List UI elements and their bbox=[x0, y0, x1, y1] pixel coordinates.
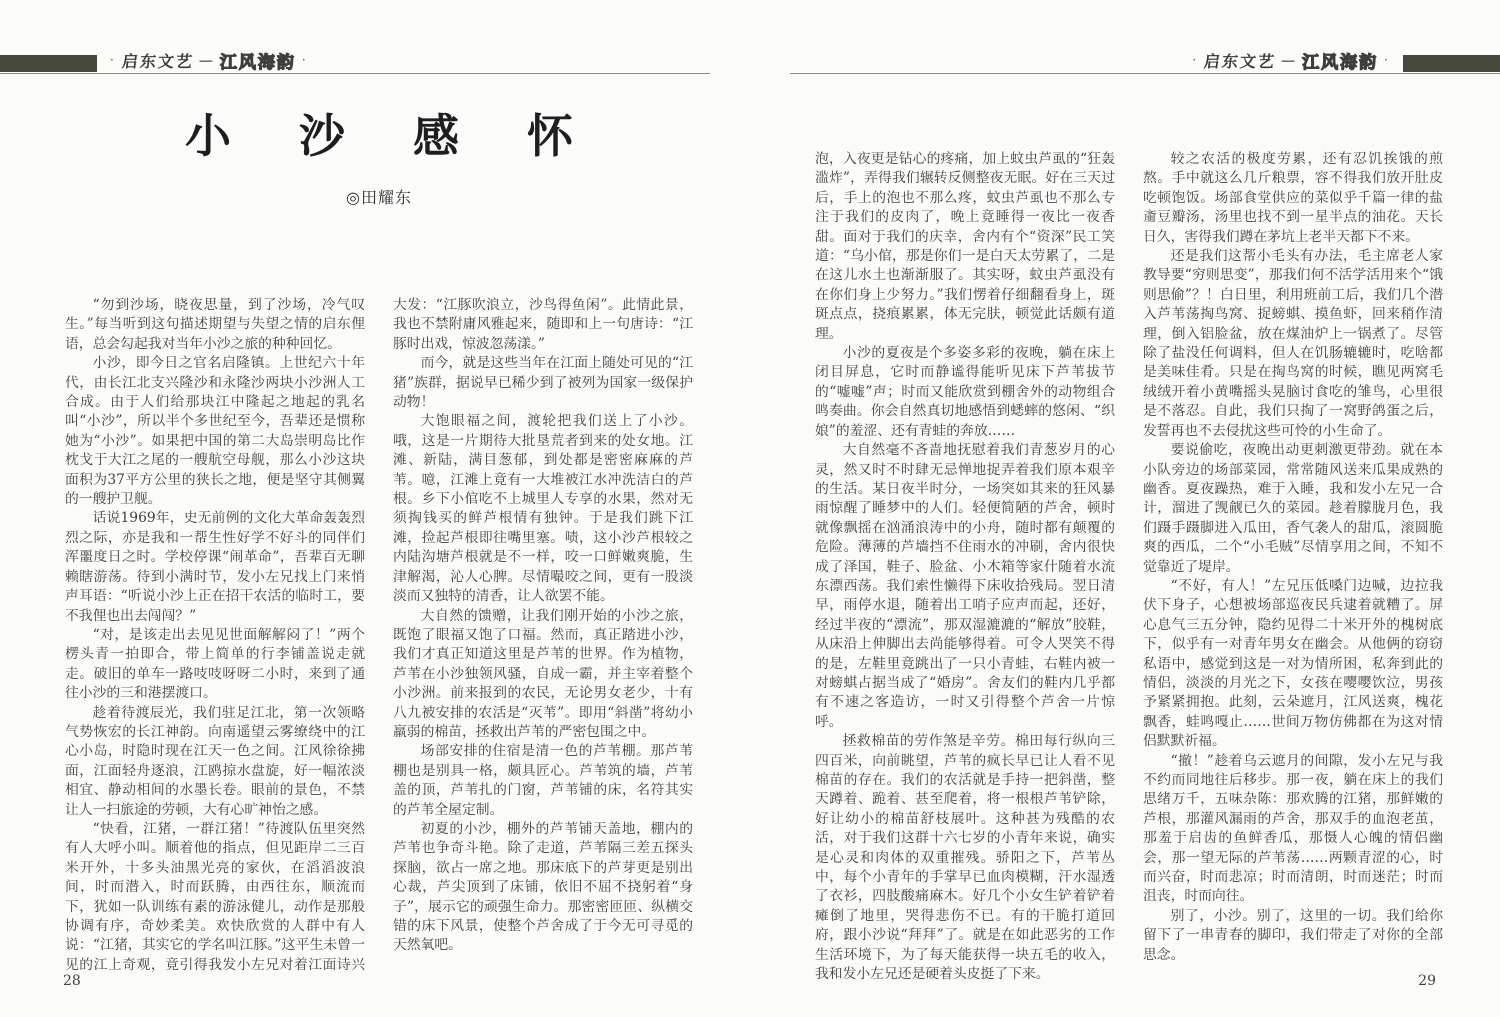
journal-name: 启东文艺 bbox=[1203, 51, 1278, 71]
paragraph: 大自然毫不吝啬地抚慰着我们青葱岁月的心灵，然又时不时肆无忌惮地捉弄着我们原本艰辛的生活。某日夜半时分，一场突如其来的狂风暴雨惊醒了睡梦中的人们。轻便简陋的芦舍，顿时就像飘摇在汹涌浪涛中的小舟，随时都有颠覆的危险。薄薄的芦墙挡不住雨水的冲刷，舍内很快成了泽国，鞋子、脸盆、小木箱等家什随着水流东漂西荡。我们索性懒得下床收拾残局。翌日清早，雨停水退，随着出工哨子应声而起，还好，经过半夜的“漂流”，那双湿漉漉的“解放”胶鞋，从床沿上伸脚出去尚能够得着。可令人哭笑不得的是，左鞋里竟跳出了一只小青蛙，右鞋内被一对螃蜞占据当成了“婚房”。舍友们的鞋内几乎都有不速之客造访，一时又引得整个芦舍一片惊呼。 bbox=[815, 442, 1115, 730]
paragraph: 要说偷吃，夜晚出动更刺激更带劲。就在本小队旁边的场部菜园，常常随风送来瓜果成熟的幽香。夏夜躁热，难于入睡，我和发小左兄一合计，溜进了觊觎已久的菜园。趁着朦胧月色，我们蹑手蹑脚进入瓜田，香气袭人的甜瓜，滚圆脆爽的西瓜，二个“小毛贼”尽情享用之间，不知不觉靠近了堤岸。 bbox=[1143, 442, 1443, 575]
paragraph: 话说1969年，史无前例的文化大革命轰轰烈烈之际，亦是我和一帮生性好学不好斗的同伴们浑噩度日之时。学校停课“闹革命”，吾辈百无聊赖瞎游荡。待到小满时节，发小左兄找上门来悄声耳语：“听说小沙上正在招干农活的临时工，要不我俚也出去闯闯？” bbox=[65, 510, 365, 624]
section-name: 江风海韵 bbox=[219, 52, 296, 73]
paragraph: 大饱眼福之间，渡轮把我们送上了小沙。哦，这是一片期待大批垦荒者到来的处女地。江滩、新陆，满目葱郁，到处都是密密麻麻的芦苇。噫，江滩上竟有一大堆被江水冲洗洁白的芦根。乡下小倌吃不上城里人专享的水果，然对无须掏钱买的鲜芦根情有独钟。于是我们跳下江滩，捡起芦根即往嘴里塞。啧，这小沙芦根较之内陆沟塘芦根就是不一样，咬一口鲜嫩爽脆，生津解渴，沁人心脾。尽情嘬咬之间，更有一股淡淡而又独特的清香，让人欲罢不能。 bbox=[393, 413, 693, 605]
paragraph: 别了，小沙。别了，这里的一切。我们给你留下了一串青春的脚印，我们带走了对你的全部思念。 bbox=[1143, 907, 1443, 963]
paragraph: 而今，就是这些当年在江面上随处可见的“江猪”族群，据说早已稀少到了被列为国家一级保护动物！ bbox=[393, 355, 693, 411]
paragraph: “快看，江猪，一群江猪！”待渡队伍里突然有人大呼小叫。顺着他的指点，但见距岸二三百米开外，十多头油黑光亮的家伙，在滔滔波浪间，时而潜入，时而跃腾，由西往东，顺流而下，犹如一队训练有素的游泳健儿，动作是那般协调有序，奇妙柔美。欢快欣赏的人群中有人说：“江猪，其实它的学名叫江豚。”这平生未曾一见的江上奇观，竟引得我发小左兄对着江面诗兴大发：“江豚吹浪立，沙鸟得鱼闲”。此情此景，我也不禁附庸风雅起来，随即和上一句唐诗：“江豚时出戏，惊波忽荡漾。” bbox=[65, 297, 693, 973]
header-rule-right bbox=[790, 73, 1500, 74]
header-rule-left bbox=[0, 73, 710, 74]
journal-name: 启东文艺 bbox=[120, 51, 195, 71]
masthead-dash: － bbox=[197, 51, 216, 71]
masthead-dash: － bbox=[1280, 51, 1299, 71]
article-title: 小 沙 感 怀 bbox=[184, 109, 600, 163]
masthead-left bbox=[104, 49, 314, 71]
paragraph: “不好，有人！”左兄压低嗓门边喊，边拉我伏下身子，心想被场部巡夜民兵逮着就糟了。屏心息气三五分钟，隐约见得二十米开外的槐树底下，似乎有一对青年男女在幽会。从他俩的窃窃私语中，感觉到这是一对为情所困，私奔到此的情侣，淡淡的月光之下，女孩在嘤嘤饮泣，男孩予紧紧拥抱。此刻，云朵遮月，江风送爽，槐花飘香，蛙鸣嘎止……世间万物仿佛都在为这对情侣默默祈福。 bbox=[1143, 577, 1443, 750]
paragraph: 趁着待渡辰光，我们驻足江北，第一次领略气势恢宏的长江神韵。向南遥望云雾缭绕中的江心小岛，时隐时现在江天一色之间。江风徐徐拂面，江面轻舟逐浪，江鸥掠水盘旋，好一幅浓淡相宜、静动相间的水墨长卷。眼前的景色，不禁让人一扫旅途的劳顿，大有心旷神怡之感。 bbox=[65, 704, 365, 818]
paragraph: 初夏的小沙，棚外的芦苇铺天盖地，棚内的芦苇也争奇斗艳。除了走道，芦苇隔三差五探头探脑，欲占一席之地。那床底下的芦芽更是别出心裁，芦尖顶到了床铺，依旧不屈不挠躬着“身子”，展示它的顽强生命力。那密密匝匝、纵横交错的床下风景，使整个芦舍成了于今无可寻觅的天然氧吧。 bbox=[393, 820, 693, 954]
section-name: 江风海韵 bbox=[1302, 52, 1379, 73]
author-byline: ◎田耀东 bbox=[346, 188, 412, 207]
page-number-right: 29 bbox=[1418, 973, 1436, 989]
masthead-dot: · bbox=[110, 53, 116, 67]
paragraph: “对，是该走出去见见世面解解闷了！”两个楞头青一拍即合，带上简单的行李铺盖说走就走。破旧的单车一路吱吱呀呀二小时，来到了通往小沙的三和港摆渡口。 bbox=[65, 626, 365, 702]
paragraph: 场部安排的住宿是清一色的芦苇棚。那芦苇棚也是别具一格，颇具匠心。芦苇筑的墙，芦苇盖的顶，芦苇扎的门窗，芦苇铺的床，名符其实的芦苇全屋定制。 bbox=[393, 743, 693, 818]
masthead-dot: · bbox=[301, 53, 308, 67]
paragraph: 小沙的夏夜是个多姿多彩的夜晚，躺在床上闭目屏息，它时而静谧得能听见床下芦苇拔节的“嘘嘘”声；时而又能欣赏到棚舍外的动物组合鸣奏曲。你会自然真切地感悟到蟋蟀的悠闲、“织娘”的羞涩、还有青蛙的奔放…… bbox=[815, 345, 1115, 439]
corner-mark-left bbox=[0, 55, 97, 72]
paragraph: 较之农活的极度劳累，还有忍饥挨饿的煎熬。手中就这么几斤粮票，容不得我们放开肚皮吃顿饱饭。场部食堂供应的菜似乎千篇一律的盐齑豆瓣汤，汤里也找不到一星半点的油花。天长日久，害得我们蹲在茅坑上老半天都下不来。 bbox=[1143, 151, 1443, 245]
paragraph: 还是我们这帮小毛头有办法，毛主席老人家教导要“穷则思变”，那我们何不活学活用来个“饿则思偷”？！白日里，利用班前工后，我们几个潜入芦苇荡掏鸟窝、捉螃蜞、摸鱼虾，回来稍作清理，倒入铝脸盆，放在煤油炉上一锅煮了。尽管除了盐没任何调料，但人在饥肠辘辘时，吃啥都是美味佳肴。只是在掏鸟窝的时候，瞧见两窝毛绒绒开着小黄嘴摇头晃脑讨食吃的雏鸟，心里很是不落忍。自此，我们只掏了一窝野鸽蛋之后，发誓再也不去侵扰这些可怜的小生命了。 bbox=[1143, 248, 1443, 439]
paragraph: “勿到沙场，晓夜思量，到了沙场，冷气叹生。”每当听到这句描述期望与失望之情的启东俚语，总会勾起我对当年小沙之旅的种种回忆。 bbox=[65, 297, 365, 352]
paragraph: 大自然的馈赠，让我们刚开始的小沙之旅，既饱了眼福又饱了口福。然而，真正踏进小沙，我们才真正知道这里是芦苇的世界。作为植物，芦苇在小沙独领风骚，自成一霸，并主宰着整个小沙洲。前来报到的农民，无论男女老少，十有八九被安排的农活是“灭苇”。即用“斜凿”将幼小羸弱的棉苗，拯救出芦苇的严密包围之中。 bbox=[393, 607, 693, 740]
page-number-left: 28 bbox=[63, 973, 81, 989]
masthead-dot: · bbox=[1192, 53, 1199, 67]
paragraph: 拯救棉苗的劳作煞是辛劳。棉田每行纵向三四百米，向前眺望，芦苇的疯长早已让人看不见棉苗的存在。我们的农活就是手持一把斜凿，整天蹲着、跪着、甚至爬着，将一根根芦苇铲除，好让幼小的棉苗舒枝展叶。这种甚为残酷的农活，对于我们这群十六七岁的小青年来说，确实是心灵和肉体的双重摧残。骄阳之下，芦苇丛中，每个小青年的手掌早已血肉模糊，汗水湿透了衣衫，四肢酸痛麻木。好几个小女生铲着铲着瘫倒了地里，哭得悲伤不已。有的干脆打道回府，跟小沙说“拜拜”了。就是在如此恶劣的工作生活环境下，为了每天能获得一块五毛的收入，我和发小左兄还是硬着头皮挺了下来。 bbox=[815, 733, 1115, 983]
paragraph: “撤！”趁着乌云遮月的间隙，发小左兄与我不约而同地往后移步。那一夜，躺在床上的我们思绪万千，五味杂陈：那欢腾的江猪，那鲜嫩的芦根，那灌风漏雨的芦舍，那双手的血泡老茧，那羞于启齿的鱼鲜香瓜，那慑人心魄的情侣幽会，那一望无际的芦苇荡……两颗青涩的心，时而兴奋，时而悲凉；时而清朗，时而迷茫；时而沮丧，时而向往。 bbox=[1143, 752, 1443, 905]
left-page-body-columns bbox=[65, 296, 693, 992]
paragraph: 泡，入夜更是钻心的疼痛，加上蚊虫芦虱的“狂轰滥炸”，弄得我们辗转反侧整夜无眠。好在三天过后，手上的泡也不那么疼，蚊虫芦虱也不那么专注于我们的皮肉了，晚上竟睡得一夜比一夜香甜。面对于我们的庆幸，舍内有个“资深”民工笑道：“乌小倌，那是你们一是白天太劳累了，二是在这儿水土也渐渐服了。其实呀，蚊虫芦虱没有在你们身上少努力。”我们愣着仔细翻看身上，斑斑点点，挠痕累累，体无完肤，顿觉此话颇有道理。 bbox=[815, 151, 1115, 342]
paragraph: 小沙，即今日之官名启隆镇。上世纪六十年代，由长江北支兴隆沙和永隆沙两块小沙洲人工合成。由于人们给那块江中隆起之地起的乳名叫“小沙”，所以半个多世纪至今，吾辈还是惯称她为“小沙”。如果把中国的第二大岛崇明岛比作枕戈于大江之尾的一艘航空母舰，那么小沙这块面积为37平方公里的狭长之地，便是坚守其侧翼的一艘护卫舰。 bbox=[65, 355, 365, 508]
corner-mark-right bbox=[1403, 55, 1500, 72]
right-page-body-columns bbox=[815, 150, 1443, 993]
masthead-dot: · bbox=[1384, 53, 1390, 67]
masthead-right bbox=[1186, 49, 1396, 71]
